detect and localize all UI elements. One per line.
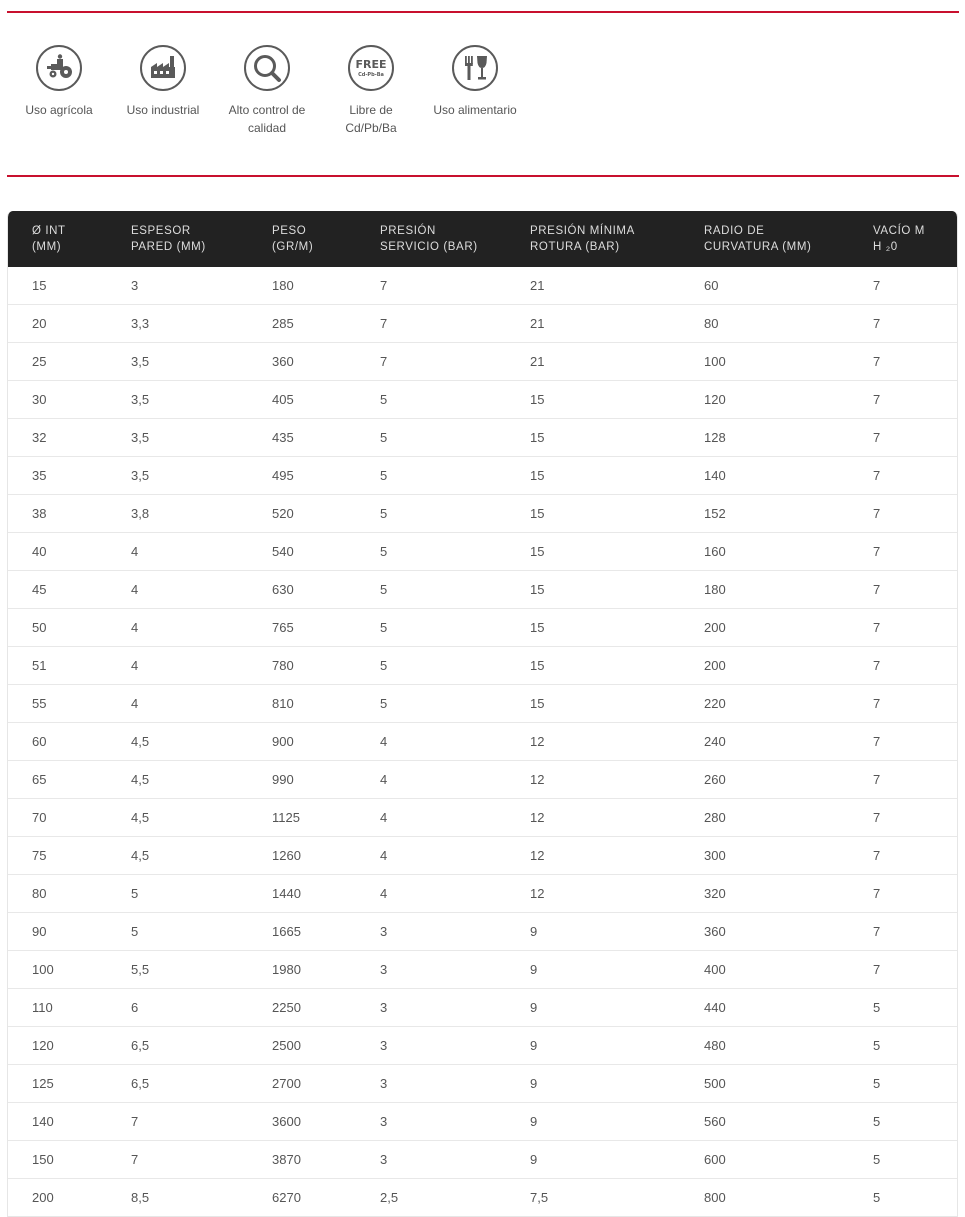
table-cell: 220 <box>704 685 873 723</box>
table-cell: 7 <box>380 305 530 343</box>
table-cell: 6270 <box>272 1179 380 1217</box>
table-cell: 4,5 <box>131 799 272 837</box>
table-cell: 7 <box>380 343 530 381</box>
table-cell: 45 <box>8 571 131 609</box>
table-cell: 110 <box>8 989 131 1027</box>
table-row <box>8 837 958 875</box>
table-cell: 240 <box>704 723 873 761</box>
table-cell: 7 <box>873 799 958 837</box>
table-cell: 480 <box>704 1027 873 1065</box>
table-cell: 15 <box>530 685 704 723</box>
table-cell: 360 <box>704 913 873 951</box>
table-row <box>8 723 958 761</box>
table-cell: 435 <box>272 419 380 457</box>
table-cell: 21 <box>530 278 545 293</box>
table-cell: 75 <box>8 837 131 875</box>
table-cell: 990 <box>272 761 380 799</box>
table-row <box>8 951 958 989</box>
column-header-vacuum: VACÍO M H ₂0 <box>873 211 958 267</box>
table-cell: 200 <box>8 1179 131 1217</box>
table-cell: 21 <box>530 305 704 343</box>
table-cell: 630 <box>272 571 380 609</box>
table-cell: 9 <box>530 913 704 951</box>
table-cell: 12 <box>530 761 704 799</box>
table-row <box>8 1141 958 1179</box>
table-cell: 4 <box>380 875 530 913</box>
table-cell: 810 <box>272 685 380 723</box>
table-cell: 3,8 <box>131 495 272 533</box>
table-cell: 12 <box>530 799 704 837</box>
table-cell: 9 <box>530 1141 704 1179</box>
table-cell: 4 <box>131 647 272 685</box>
table-cell: 4 <box>380 723 530 761</box>
table-cell: 7 <box>873 343 958 381</box>
table-cell: 5 <box>873 989 958 1027</box>
table-cell: 65 <box>8 761 131 799</box>
table-cell: 55 <box>8 685 131 723</box>
feature-label: Uso alimentario <box>433 103 517 117</box>
table-cell: 160 <box>704 533 873 571</box>
table-cell: 6,5 <box>131 1027 272 1065</box>
table-row <box>8 761 958 799</box>
feature-label: Uso agrícola <box>25 103 93 117</box>
table-body <box>8 267 958 1216</box>
specs-table-container <box>7 211 958 1217</box>
table-row <box>8 419 958 457</box>
table-cell: 7 <box>873 875 958 913</box>
table-row <box>8 875 958 913</box>
table-cell: 9 <box>530 1065 704 1103</box>
table-cell: 5 <box>380 419 530 457</box>
table-cell: 4,5 <box>131 723 272 761</box>
table-cell: 765 <box>272 609 380 647</box>
table-cell: 5 <box>380 685 530 723</box>
feature-industrial <box>111 45 215 137</box>
table-cell: 51 <box>8 647 131 685</box>
table-cell: 2250 <box>272 989 380 1027</box>
table-cell: 900 <box>272 723 380 761</box>
table-cell: 90 <box>8 913 131 951</box>
fork-glass-icon <box>452 45 498 91</box>
feature-food <box>423 45 527 137</box>
column-header-wall-thickness: ESPESOR PARED (MM) <box>131 211 272 267</box>
table-cell: 300 <box>704 837 873 875</box>
column-header-weight: PESO (GR/M) <box>272 211 380 267</box>
table-cell: 3870 <box>272 1141 380 1179</box>
feature-label: Libre de Cd/Pb/Ba <box>345 103 397 135</box>
table-cell: 7 <box>873 495 958 533</box>
factory-icon <box>140 45 186 91</box>
table-cell: 7 <box>873 419 958 457</box>
table-cell: 180 <box>272 278 294 293</box>
table-cell: 5,5 <box>131 951 272 989</box>
feature-icons-row <box>7 45 527 137</box>
table-cell: 120 <box>704 381 873 419</box>
table-cell: 7 <box>873 571 958 609</box>
table-cell: 7 <box>873 609 958 647</box>
table-cell: 780 <box>272 647 380 685</box>
table-cell: 4,5 <box>131 837 272 875</box>
table-cell: 3,5 <box>131 419 272 457</box>
table-cell: 140 <box>8 1103 131 1141</box>
table-row <box>8 571 958 609</box>
table-cell: 3 <box>380 1027 530 1065</box>
table-cell: 7 <box>873 951 958 989</box>
table-cell: 7 <box>873 723 958 761</box>
table-cell: 25 <box>8 343 131 381</box>
table-cell: 540 <box>272 533 380 571</box>
table-cell: 7 <box>131 1103 272 1141</box>
table-cell: 60 <box>8 723 131 761</box>
table-row <box>8 989 958 1027</box>
magnifier-icon <box>244 45 290 91</box>
table-cell: 152 <box>704 495 873 533</box>
table-cell: 4 <box>380 799 530 837</box>
table-cell: 120 <box>8 1027 131 1065</box>
table-cell: 15 <box>530 457 704 495</box>
table-cell: 8,5 <box>131 1179 272 1217</box>
table-header-row <box>8 211 958 267</box>
table-cell: 70 <box>8 799 131 837</box>
table-cell: 500 <box>704 1065 873 1103</box>
table-cell: 3,5 <box>131 381 272 419</box>
table-cell: 7 <box>873 761 958 799</box>
table-cell: 9 <box>530 1103 704 1141</box>
table-cell: 7 <box>380 278 388 293</box>
table-cell: 560 <box>704 1103 873 1141</box>
table-cell: 440 <box>704 989 873 1027</box>
table-cell: 7 <box>873 457 958 495</box>
table-cell: 38 <box>8 495 131 533</box>
table-cell: 7 <box>131 1141 272 1179</box>
table-cell: 800 <box>704 1179 873 1217</box>
table-cell: 100 <box>704 343 873 381</box>
table-cell: 9 <box>530 989 704 1027</box>
table-cell: 80 <box>8 875 131 913</box>
table-row <box>8 533 958 571</box>
feature-free-cd-pb-ba <box>319 45 423 137</box>
table-row <box>8 1179 958 1217</box>
table-cell: 3 <box>380 951 530 989</box>
table-cell: 15 <box>530 647 704 685</box>
specs-table <box>8 211 958 1216</box>
table-row <box>8 799 958 837</box>
table-cell: 15 <box>530 609 704 647</box>
table-row <box>8 1065 958 1103</box>
table-cell: 6 <box>131 989 272 1027</box>
table-cell: 5 <box>380 533 530 571</box>
table-cell: 3,5 <box>131 343 272 381</box>
table-cell: 1440 <box>272 875 380 913</box>
table-cell: 260 <box>704 761 873 799</box>
table-row <box>8 267 958 305</box>
table-cell: 12 <box>530 875 704 913</box>
table-cell: 20 <box>8 305 131 343</box>
table-cell: 125 <box>8 1065 131 1103</box>
table-cell: 15 <box>32 278 47 293</box>
table-cell: 5 <box>380 381 530 419</box>
table-cell: 400 <box>704 951 873 989</box>
feature-label: Uso industrial <box>126 103 200 117</box>
table-cell: 3 <box>380 1141 530 1179</box>
table-cell: 600 <box>704 1141 873 1179</box>
table-row <box>8 609 958 647</box>
table-row <box>8 647 958 685</box>
table-cell: 9 <box>530 951 704 989</box>
column-header-burst-pressure: PRESIÓN MÍNIMA ROTURA (BAR) <box>530 211 704 267</box>
table-cell: 15 <box>530 495 704 533</box>
table-cell: 5 <box>131 913 272 951</box>
table-cell: 150 <box>8 1141 131 1179</box>
table-cell: 100 <box>8 951 131 989</box>
table-cell: 15 <box>530 381 704 419</box>
table-cell: 520 <box>272 495 380 533</box>
table-cell: 5 <box>380 609 530 647</box>
table-cell: 5 <box>380 495 530 533</box>
table-cell: 30 <box>8 381 131 419</box>
table-cell: 4 <box>131 685 272 723</box>
table-cell: 15 <box>530 419 704 457</box>
table-cell: 7 <box>873 533 958 571</box>
table-cell: 50 <box>8 609 131 647</box>
table-cell: 200 <box>704 609 873 647</box>
column-header-diameter: Ø INT (MM) <box>8 211 131 267</box>
table-cell: 280 <box>704 799 873 837</box>
feature-label: Alto control de calidad <box>228 103 306 135</box>
table-cell: 4 <box>380 761 530 799</box>
table-cell: 4 <box>380 837 530 875</box>
table-cell: 32 <box>8 419 131 457</box>
column-header-bend-radius: RADIO DE CURVATURA (MM) <box>704 211 873 267</box>
table-cell: 4,5 <box>131 761 272 799</box>
table-cell: 7 <box>873 305 958 343</box>
badge-sub-text: Cd-Pb-Ba <box>358 72 384 78</box>
table-cell: 5 <box>873 1027 958 1065</box>
bottom-divider <box>7 175 959 177</box>
table-cell: 3 <box>380 1103 530 1141</box>
table-cell: 40 <box>8 533 131 571</box>
table-cell: 5 <box>873 1141 958 1179</box>
table-cell: 3600 <box>272 1103 380 1141</box>
badge-main-text: FREE <box>355 58 387 71</box>
table-cell: 495 <box>272 457 380 495</box>
table-cell: 3 <box>131 278 139 293</box>
table-cell: 320 <box>704 875 873 913</box>
table-cell: 12 <box>530 837 704 875</box>
feature-agricultural <box>7 45 111 137</box>
table-row <box>8 305 958 343</box>
table-cell: 15 <box>530 571 704 609</box>
table-cell: 3 <box>380 1065 530 1103</box>
table-cell: 3 <box>380 989 530 1027</box>
table-cell: 128 <box>704 419 873 457</box>
table-row <box>8 685 958 723</box>
table-cell: 1665 <box>272 913 380 951</box>
free-cd-pb-ba-icon <box>348 45 394 91</box>
table-cell: 1980 <box>272 951 380 989</box>
table-cell: 5 <box>873 1103 958 1141</box>
table-cell: 35 <box>8 457 131 495</box>
table-cell: 80 <box>704 305 873 343</box>
table-row <box>8 495 958 533</box>
feature-quality <box>215 45 319 137</box>
table-cell: 15 <box>530 533 704 571</box>
table-cell: 200 <box>704 647 873 685</box>
table-cell: 405 <box>272 381 380 419</box>
table-cell: 2,5 <box>380 1179 530 1217</box>
table-cell: 7 <box>873 913 958 951</box>
table-cell: 1260 <box>272 837 380 875</box>
table-row <box>8 913 958 951</box>
table-cell: 60 <box>704 278 719 293</box>
table-cell: 6,5 <box>131 1065 272 1103</box>
table-cell: 2700 <box>272 1065 380 1103</box>
table-cell: 7 <box>873 278 881 293</box>
table-cell: 3 <box>380 913 530 951</box>
table-cell: 3,3 <box>131 305 272 343</box>
table-cell: 9 <box>530 1027 704 1065</box>
table-cell: 5 <box>380 457 530 495</box>
table-cell: 7,5 <box>530 1179 704 1217</box>
tractor-icon <box>36 45 82 91</box>
table-row <box>8 1027 958 1065</box>
table-cell: 12 <box>530 723 704 761</box>
table-cell: 5 <box>131 875 272 913</box>
table-cell: 5 <box>380 571 530 609</box>
table-cell: 4 <box>131 609 272 647</box>
column-header-service-pressure: PRESIÓN SERVICIO (BAR) <box>380 211 530 267</box>
table-cell: 285 <box>272 305 380 343</box>
table-cell: 3,5 <box>131 457 272 495</box>
table-cell: 1125 <box>272 799 380 837</box>
table-cell: 7 <box>873 647 958 685</box>
table-cell: 4 <box>131 571 272 609</box>
table-row <box>8 457 958 495</box>
table-cell: 180 <box>704 571 873 609</box>
table-cell: 360 <box>272 343 380 381</box>
table-cell: 7 <box>873 685 958 723</box>
table-cell: 140 <box>704 457 873 495</box>
top-divider <box>7 11 959 13</box>
table-cell: 5 <box>873 1179 958 1217</box>
table-cell: 7 <box>873 837 958 875</box>
table-row <box>8 381 958 419</box>
table-row <box>8 343 958 381</box>
table-cell: 4 <box>131 533 272 571</box>
table-cell: 5 <box>873 1065 958 1103</box>
table-row <box>8 1103 958 1141</box>
table-cell: 7 <box>873 381 958 419</box>
table-cell: 2500 <box>272 1027 380 1065</box>
table-cell: 5 <box>380 647 530 685</box>
table-cell: 21 <box>530 343 704 381</box>
